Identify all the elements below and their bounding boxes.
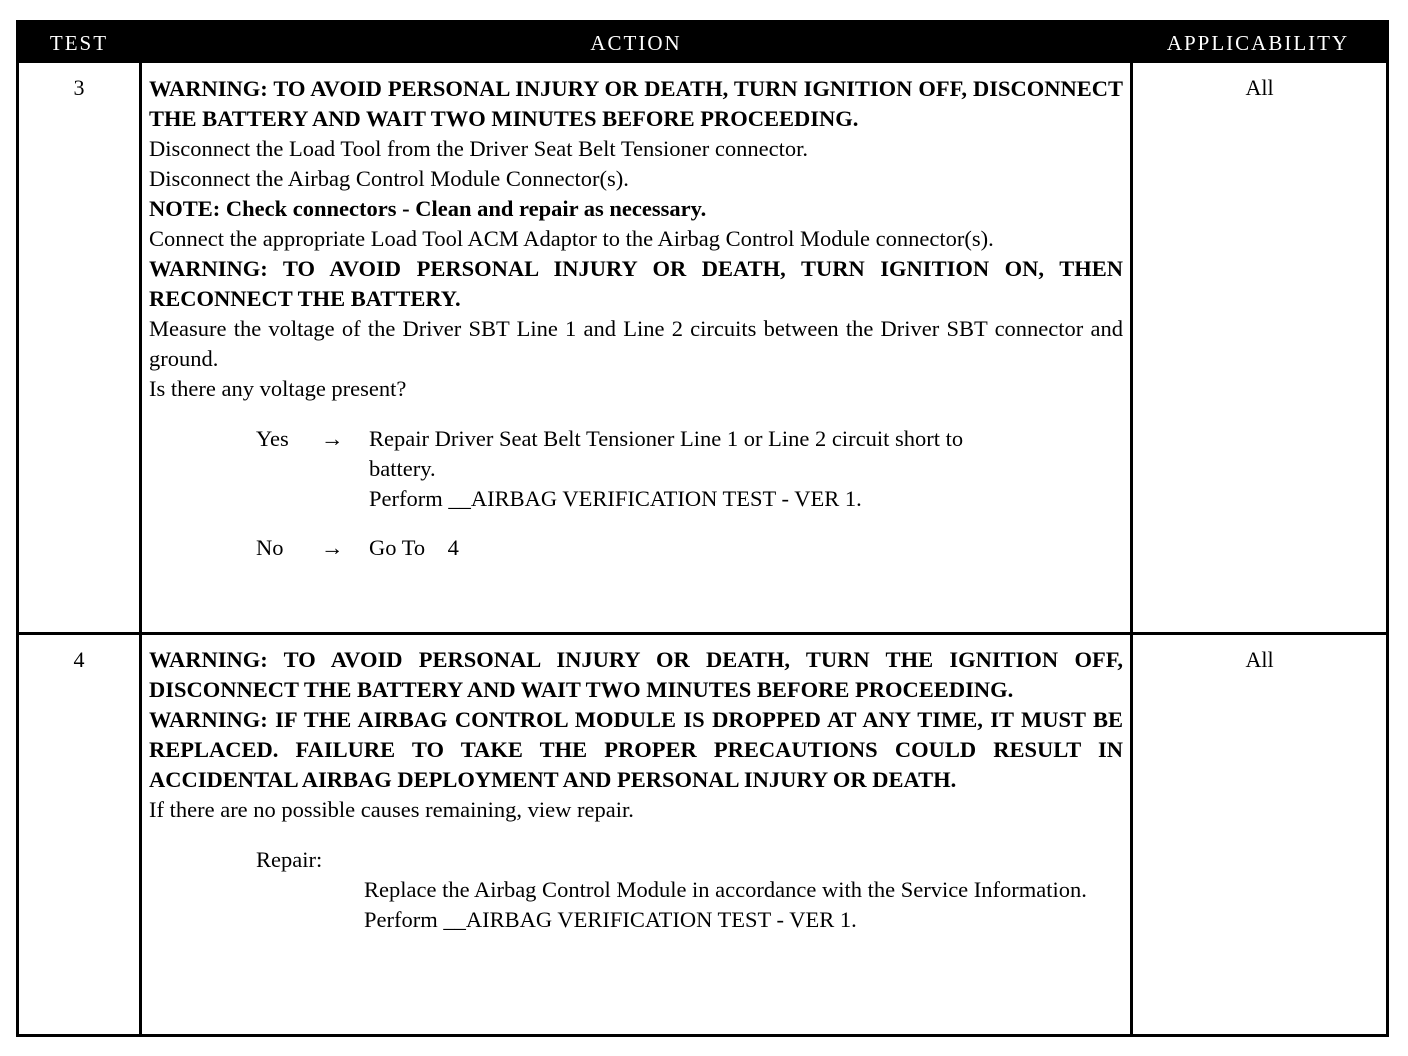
yes-result-continued: battery. (369, 456, 436, 481)
warning-text: WARNING: TO AVOID PERSONAL INJURY OR DEATH, TURN IGNITION OFF, DISCONNECT THE BATTERY AND WAIT TWO MINUTES BEFORE PROCEEDING. (149, 76, 1123, 131)
repair-label: Repair: (256, 847, 323, 872)
column-divider (1130, 63, 1133, 1034)
no-option (149, 533, 1123, 563)
yes-label: Yes (256, 426, 289, 451)
header-action: ACTION (590, 31, 682, 55)
test-number: 4 (73, 647, 85, 672)
arrow-icon: → (321, 426, 344, 451)
diagnostic-table (16, 20, 1389, 1037)
instruction-text: Disconnect the Airbag Control Module Connector(s). (149, 166, 629, 191)
note-text: NOTE: Check connectors - Clean and repair as necessary. (149, 196, 707, 221)
repair-text: Replace the Airbag Control Module in accordance with the Service Information. (364, 877, 1087, 902)
header-applicability: APPLICABILITY (1166, 31, 1350, 55)
table-header (19, 23, 1386, 63)
warning-text: WARNING: TO AVOID PERSONAL INJURY OR DEATH, TURN IGNITION ON, THEN RECONNECT THE BATTERY. (149, 256, 1123, 311)
column-divider (139, 63, 142, 1034)
header-test: TEST (49, 31, 109, 55)
instruction-text: Connect the appropriate Load Tool ACM Adaptor to the Airbag Control Module connector(s). (149, 226, 994, 251)
arrow-icon: → (321, 535, 344, 560)
question-text: Is there any voltage present? (149, 376, 407, 401)
yes-perform: Perform __AIRBAG VERIFICATION TEST - VER 1. (369, 486, 862, 511)
test-number: 3 (73, 75, 85, 100)
applicability-value: All (1245, 647, 1274, 672)
applicability-value: All (1245, 75, 1274, 100)
row-divider (19, 632, 1386, 635)
instruction-text: Disconnect the Load Tool from the Driver Seat Belt Tensioner connector. (149, 136, 808, 161)
action-cell (149, 74, 1123, 563)
instruction-text: Measure the voltage of the Driver SBT Line 1 and Line 2 circuits between the Driver SBT connector and ground. (149, 316, 1123, 371)
instruction-text: If there are no possible causes remaining, view repair. (149, 797, 634, 822)
yes-option (149, 424, 1123, 454)
yes-result: Repair Driver Seat Belt Tensioner Line 1 or Line 2 circuit short to (369, 426, 964, 451)
no-result: Go To 4 (369, 535, 459, 560)
action-cell (149, 645, 1123, 935)
repair-perform: Perform __AIRBAG VERIFICATION TEST - VER 1. (364, 907, 857, 932)
warning-text: WARNING: TO AVOID PERSONAL INJURY OR DEATH, TURN THE IGNITION OFF, DISCONNECT THE BATTERY AND WAIT TWO MINUTES BEFORE PROCEEDING. (149, 647, 1123, 702)
warning-text: WARNING: IF THE AIRBAG CONTROL MODULE IS DROPPED AT ANY TIME, IT MUST BE REPLACED. FAILURE TO TAKE THE PROPER PRECAUTIONS COULD RESULT IN ACCIDENTAL AIRBAG DEPLOYMENT AND PERSONAL INJURY OR DEATH. (149, 707, 1123, 792)
no-label: No (256, 535, 284, 560)
